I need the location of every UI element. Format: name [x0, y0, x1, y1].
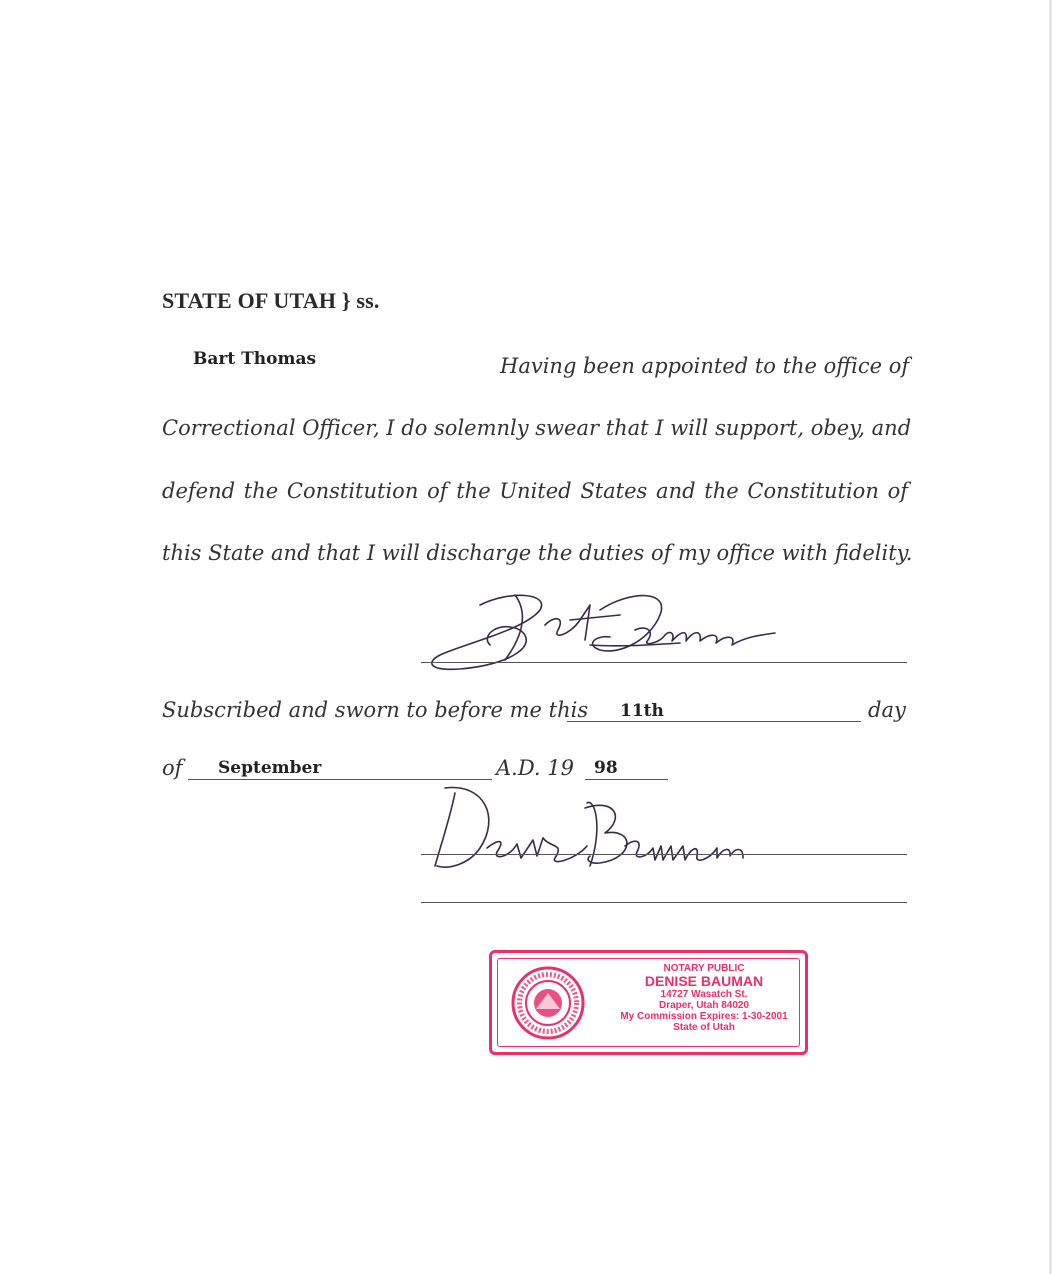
day-value: 11th	[620, 701, 664, 721]
venue-heading: STATE OF UTAH } ss.	[162, 288, 380, 313]
stamp-line-2: DENISE BAUMAN	[644, 973, 764, 989]
oath-line-2: Correctional Officer, I do solemnly swear that I will support, obey, and	[162, 416, 912, 440]
year-value: 98	[594, 758, 618, 778]
notary-signature	[425, 778, 755, 878]
jurat-day-word: day	[868, 698, 906, 722]
affiant-signature-line	[421, 662, 907, 663]
stamp-line-4: Draper, Utah 84020	[658, 1000, 750, 1011]
oath-line-1: Having been appointed to the office of	[500, 354, 910, 378]
notary-title-line	[421, 902, 907, 903]
day-fill-line	[567, 721, 861, 722]
notary-stamp-text	[604, 963, 804, 1033]
stamp-line-1: NOTARY PUBLIC	[663, 963, 745, 974]
notary-signature-line	[421, 854, 907, 855]
jurat-of-word: of	[162, 756, 183, 780]
stamp-line-3: 14727 Wasatch St.	[660, 989, 748, 1000]
jurat-subscribed-text: Subscribed and sworn to before me this	[162, 698, 589, 722]
stamp-line-6: State of Utah	[673, 1022, 735, 1033]
notary-stamp	[489, 950, 808, 1055]
affiant-name: Bart Thomas	[193, 349, 317, 369]
state-seal-icon	[508, 965, 588, 1041]
stamp-line-5: My Commission Expires: 1-30-2001	[620, 1011, 788, 1022]
month-value: September	[218, 758, 322, 778]
jurat-ad-text: A.D. 19	[496, 756, 575, 780]
oath-line-4: this State and that I will discharge the duties of my office with fidelity.	[162, 541, 913, 565]
oath-line-3: defend the Constitution of the United States and the Constitution of	[162, 479, 908, 503]
